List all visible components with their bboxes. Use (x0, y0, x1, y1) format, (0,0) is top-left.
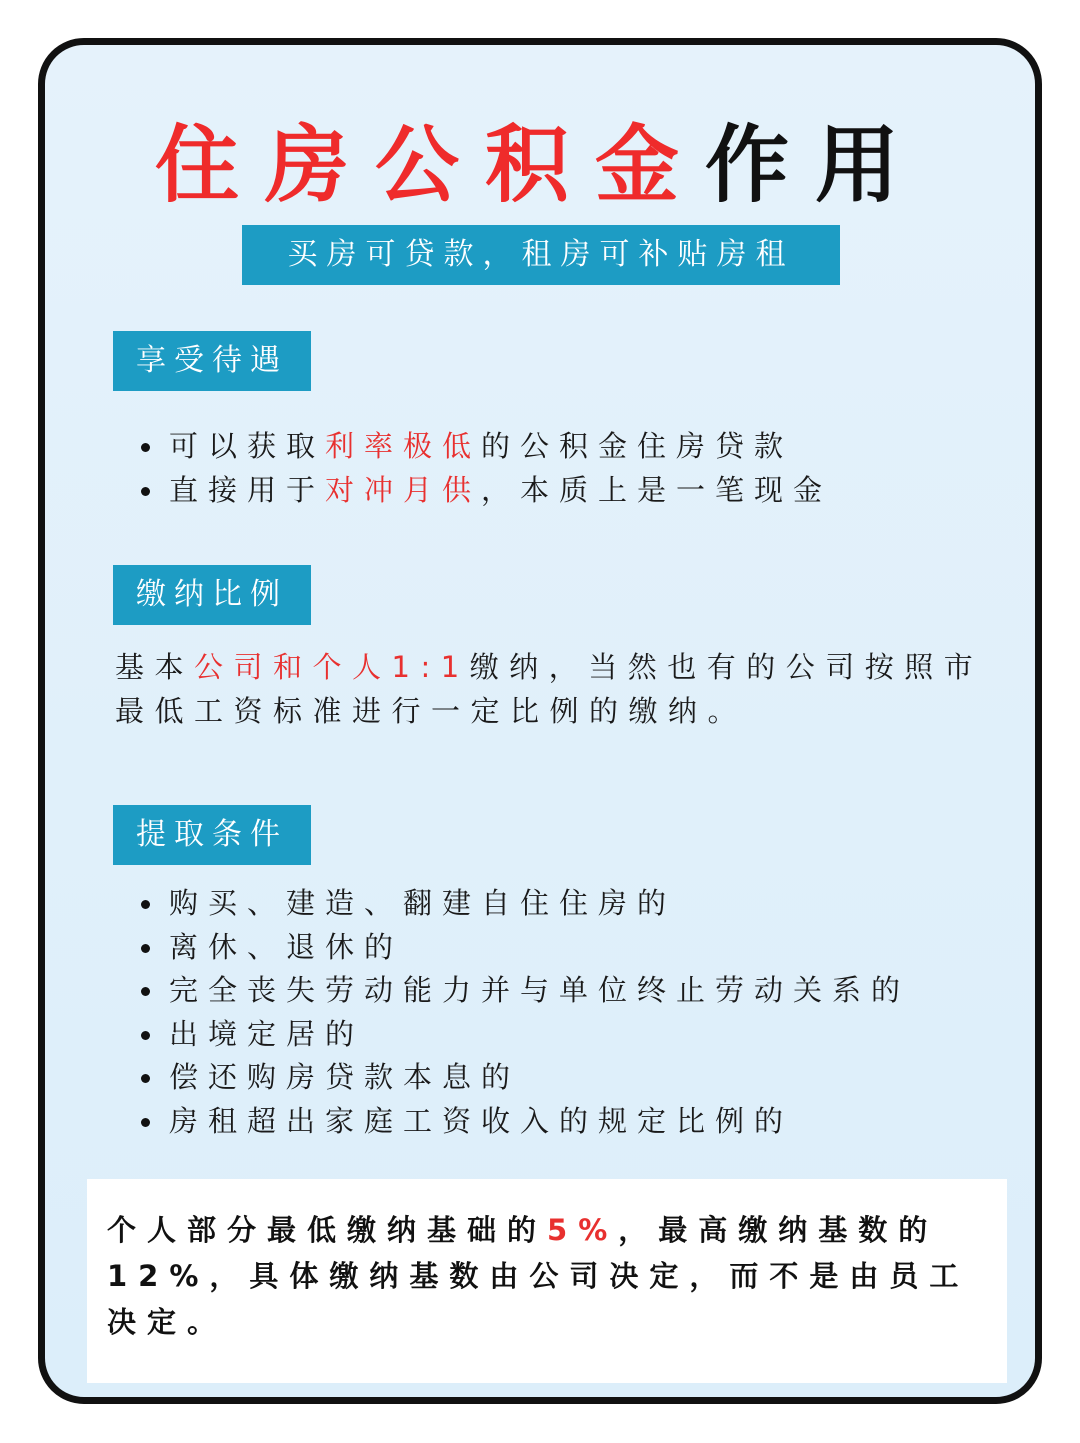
list-item (135, 1056, 910, 1100)
list-item (135, 882, 910, 926)
section-label-ratio: 缴纳比例 (113, 565, 311, 625)
title-black-part: 作用 (705, 116, 926, 214)
withdrawal-list (135, 882, 910, 1144)
bullet-icon (141, 487, 150, 496)
item-text: 出境定居的 (169, 1016, 365, 1051)
subtitle-banner: 买房可贷款，租房可补贴房租 (242, 225, 840, 285)
para-text: 基本 (115, 650, 195, 684)
bullet-icon (141, 900, 150, 909)
item-text: 房租超出家庭工资收入的规定比例的 (169, 1103, 794, 1138)
info-card (38, 38, 1042, 1404)
list-item (135, 425, 832, 469)
bullet-icon (141, 1031, 150, 1040)
list-item (135, 926, 910, 970)
bullet-icon (141, 443, 150, 452)
note-text-part: 个人部分最低缴纳基础的 (107, 1213, 548, 1247)
section-label-benefits: 享受待遇 (113, 331, 311, 391)
item-text: 购买、建造、翻建自住住房的 (169, 886, 677, 920)
note-text-part: ，最高缴纳基数的12%，具体缴纳基数由公司决定，而不是由员工决定。 (107, 1213, 970, 1339)
para-text: 缴纳，当然也有的公司按照市最低工资标准进行一定比例的缴纳。 (115, 650, 984, 728)
note-box (87, 1179, 1007, 1383)
item-text: 完全丧失劳动能力并与单位终止劳动关系的 (169, 973, 911, 1008)
item-highlight: 利率极低 (325, 429, 482, 463)
benefits-list (135, 425, 832, 512)
list-item (135, 1100, 910, 1144)
section-label-withdrawal: 提取条件 (113, 805, 311, 865)
item-text: 的公积金住房贷款 (481, 429, 794, 463)
page-title (45, 115, 1035, 215)
bullet-icon (141, 987, 150, 996)
item-highlight: 对冲月供 (325, 472, 482, 507)
bullet-icon (141, 1118, 150, 1127)
bullet-icon (141, 1074, 150, 1083)
note-text (107, 1207, 987, 1345)
item-text: ，本质上是一笔现金 (481, 472, 833, 507)
bullet-icon (141, 944, 150, 953)
item-text: 可以获取 (169, 429, 326, 463)
title-red-part: 住房公积金 (154, 116, 705, 214)
item-text: 离休、退休的 (169, 929, 404, 964)
list-item (135, 969, 910, 1013)
item-text: 偿还购房贷款本息的 (169, 1060, 521, 1095)
para-highlight: 公司和个人1:1 (194, 650, 470, 684)
ratio-paragraph (115, 645, 995, 733)
list-item (135, 469, 832, 513)
item-text: 直接用于 (169, 472, 326, 507)
list-item (135, 1013, 910, 1057)
note-highlight: 5% (547, 1213, 619, 1247)
